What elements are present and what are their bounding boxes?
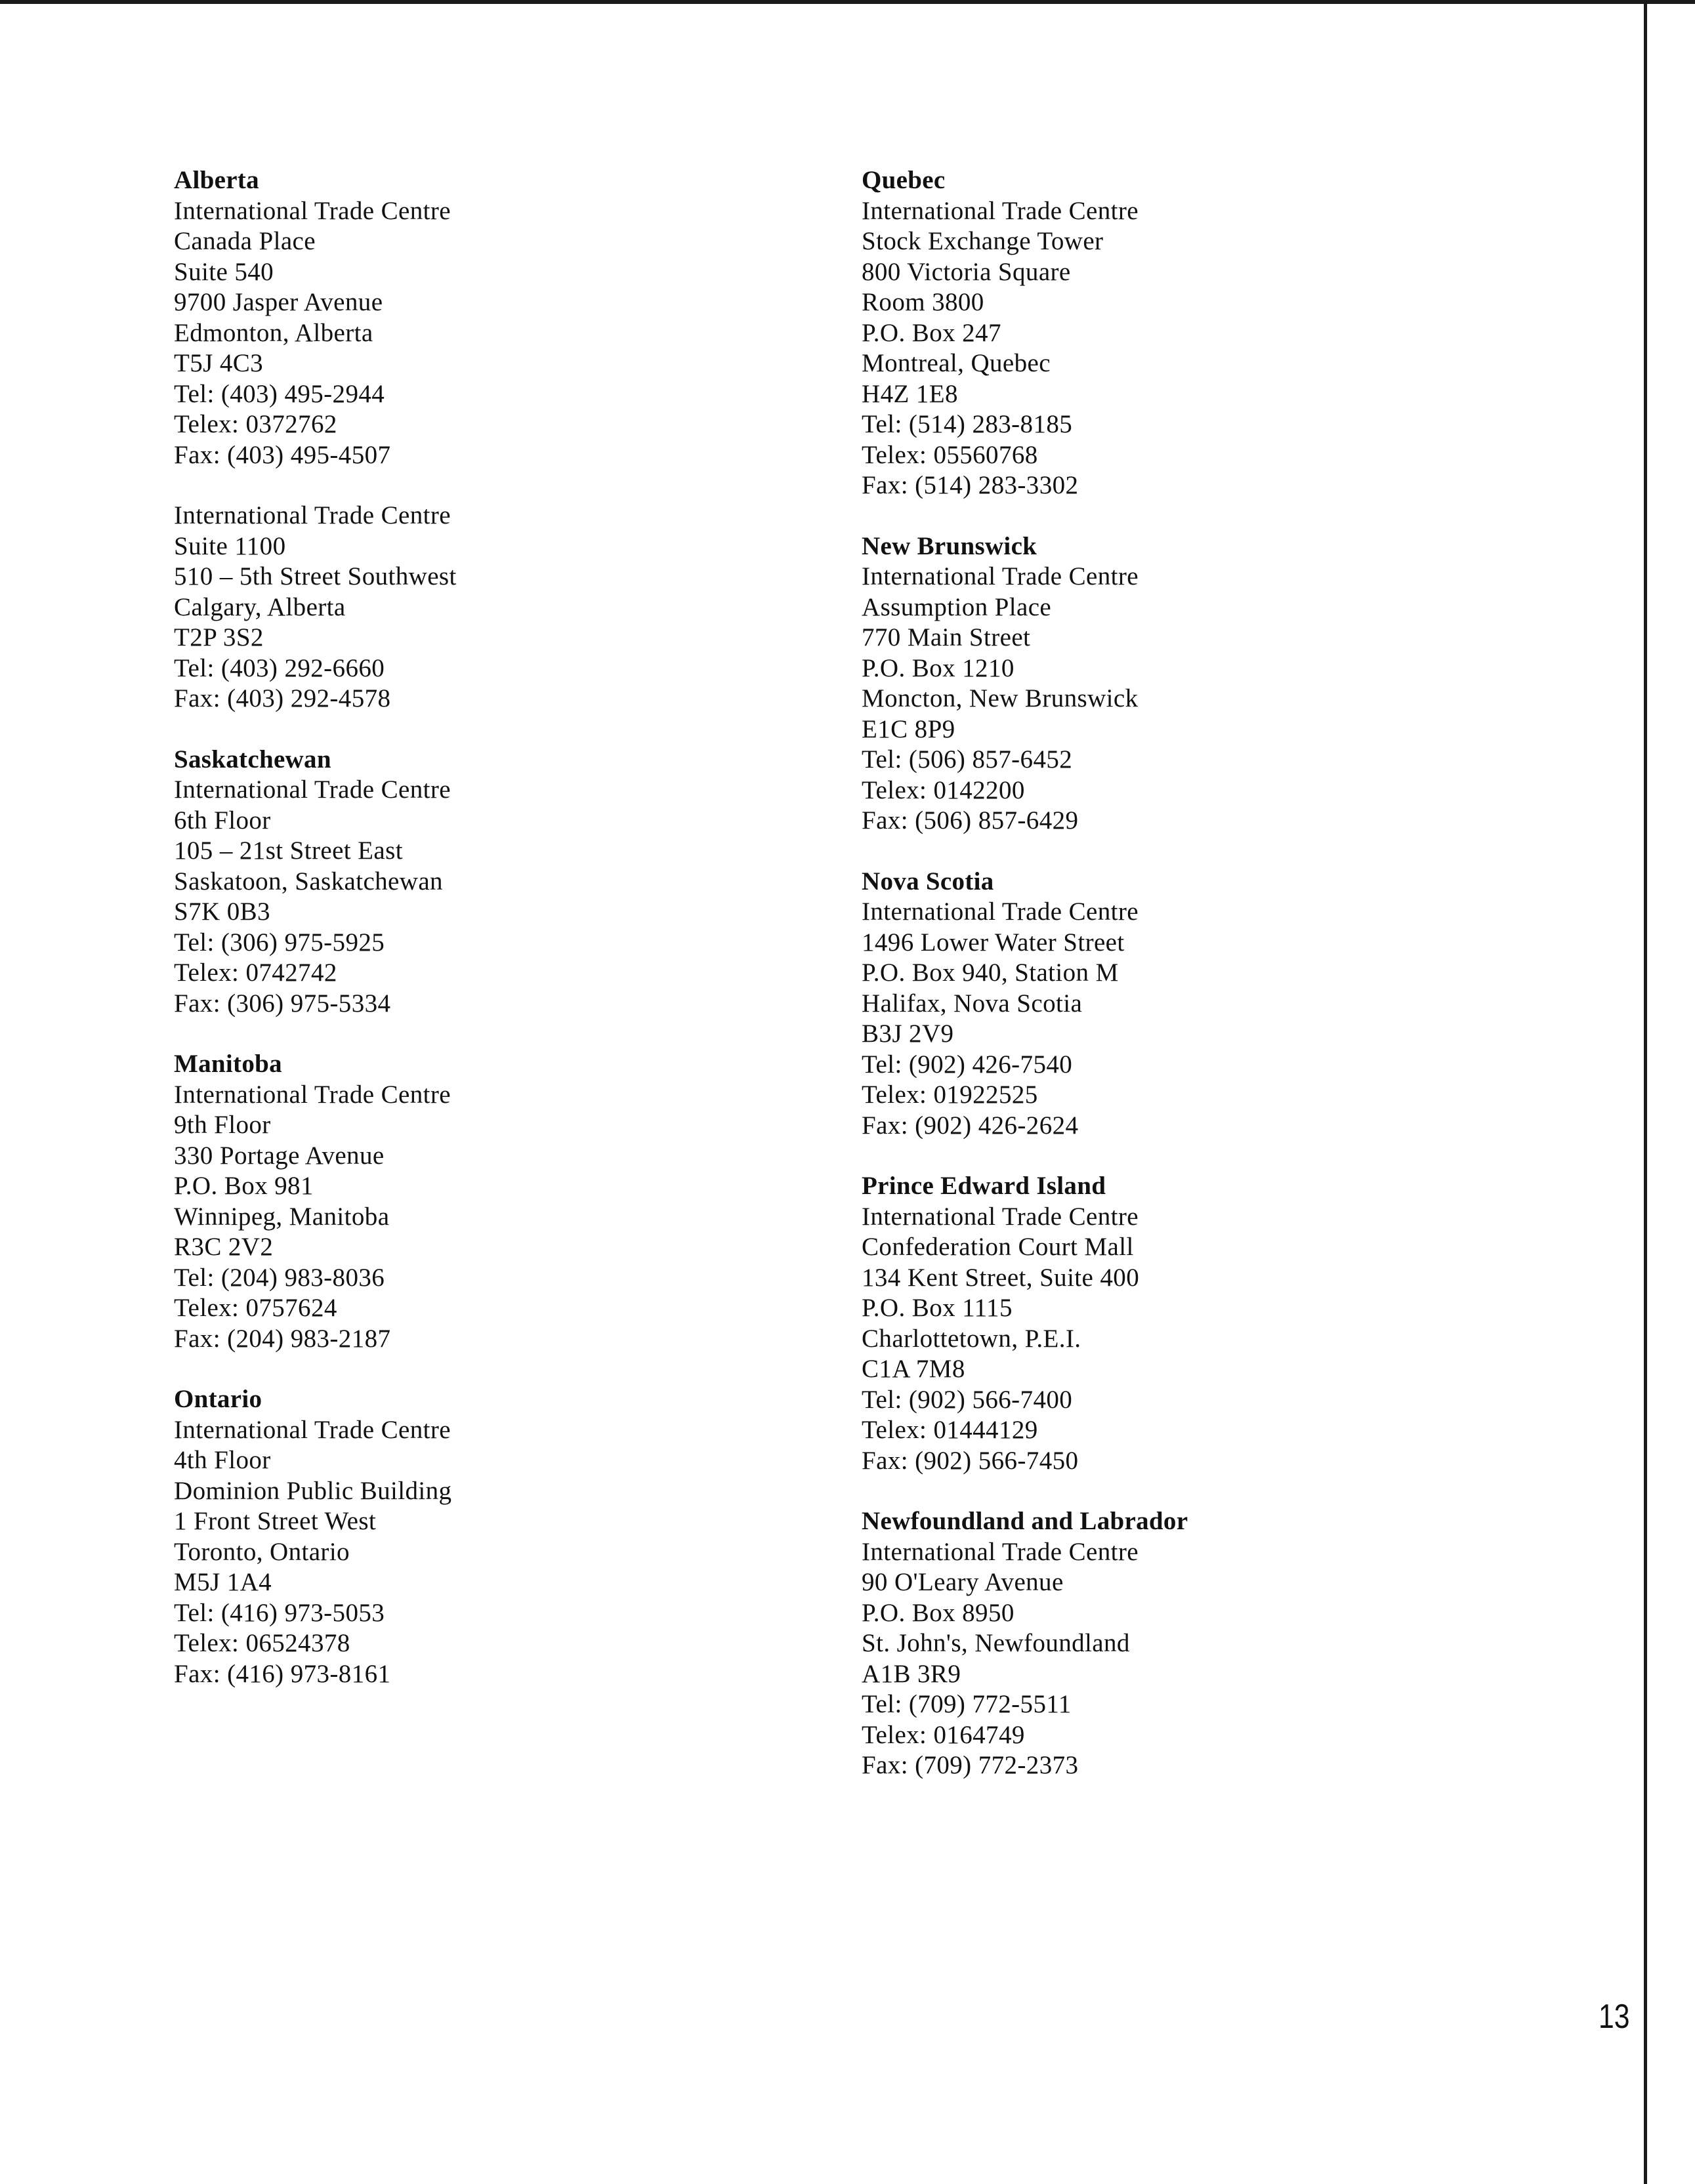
address-line: Winnipeg, Manitoba [174,1202,390,1231]
address-line: Telex: 0142200 [862,775,1025,804]
address-line: Room 3800 [862,288,984,316]
address-line: 1 Front Street West [174,1507,377,1535]
address-line: Halifax, Nova Scotia [862,989,1083,1018]
address-line: T5J 4C3 [174,349,264,377]
address-line: E1C 8P9 [862,714,955,743]
address-line: International Trade Centre [862,562,1139,590]
page-right-border [1644,0,1647,2184]
address-line: Suite 1100 [174,531,286,560]
province-heading: Alberta [174,166,259,194]
address-line: International Trade Centre [862,1202,1139,1231]
address-line: Tel: (902) 426-7540 [862,1050,1073,1079]
office-entry-newfoundland-and-labrador [862,1506,1518,1781]
address-line: 800 Victoria Square [862,257,1071,286]
address-line: Fax: (506) 857-6429 [862,806,1079,834]
address-line: H4Z 1E8 [862,379,958,408]
address-line: International Trade Centre [174,1080,451,1109]
address-line: M5J 1A4 [174,1568,272,1596]
address-line: B3J 2V9 [862,1020,954,1048]
address-line: 4th Floor [174,1446,271,1474]
address-line: Fax: (306) 975-5334 [174,989,391,1018]
address-line: Fax: (204) 983-2187 [174,1324,391,1353]
address-line: Telex: 0742742 [174,958,337,987]
office-entry-quebec [862,165,1518,501]
province-heading: Newfoundland and Labrador [862,1507,1188,1535]
address-line: A1B 3R9 [862,1659,961,1688]
address-line: 6th Floor [174,806,271,834]
office-entry-continued [174,501,830,714]
address-line: International Trade Centre [862,1537,1139,1566]
address-line: P.O. Box 1115 [862,1294,1013,1322]
address-line: Fax: (902) 566-7450 [862,1446,1079,1475]
address-line: Telex: 0372762 [174,410,337,438]
address-line: P.O. Box 1210 [862,653,1015,682]
address-line: P.O. Box 8950 [862,1598,1015,1627]
address-line: Toronto, Ontario [174,1537,350,1566]
address-line: Tel: (403) 495-2944 [174,379,385,408]
address-line: Fax: (709) 772-2373 [862,1751,1079,1779]
address-line: 90 O'Leary Avenue [862,1568,1064,1596]
page-number: 13 [1599,1998,1630,2036]
office-entry-new-brunswick [862,531,1518,836]
province-heading: Manitoba [174,1050,282,1078]
province-heading: Saskatchewan [174,745,331,773]
province-heading: New Brunswick [862,531,1037,560]
province-heading: Ontario [174,1385,262,1413]
address-line: Saskatoon, Saskatchewan [174,867,443,896]
office-entry-saskatchewan [174,745,830,1020]
province-heading: Nova Scotia [862,867,994,896]
address-line: 134 Kent Street, Suite 400 [862,1263,1140,1292]
address-line: International Trade Centre [174,501,451,529]
address-line: S7K 0B3 [174,897,270,926]
address-line: Fax: (902) 426-2624 [862,1111,1079,1140]
address-line: P.O. Box 247 [862,318,1001,347]
address-line: 510 – 5th Street Southwest [174,562,457,590]
address-line: Moncton, New Brunswick [862,684,1139,712]
address-line: Assumption Place [862,592,1052,621]
address-line: Telex: 01922525 [862,1081,1038,1109]
address-line: Telex: 05560768 [862,440,1038,469]
left-address-column [174,165,830,1720]
office-entry-prince-edward-island [862,1171,1518,1476]
address-line: International Trade Centre [174,775,451,804]
address-line: International Trade Centre [174,1415,451,1444]
address-line: Suite 540 [174,257,274,286]
address-line: Tel: (416) 973-5053 [174,1598,385,1627]
address-line: 770 Main Street [862,623,1031,651]
address-line: C1A 7M8 [862,1355,965,1383]
address-line: 9700 Jasper Avenue [174,288,383,316]
address-line: Montreal, Quebec [862,349,1051,377]
address-line: St. John's, Newfoundland [862,1629,1130,1657]
address-line: P.O. Box 981 [174,1172,314,1200]
address-line: Fax: (416) 973-8161 [174,1659,391,1688]
address-line: Calgary, Alberta [174,592,346,621]
office-entry-alberta [174,165,830,470]
address-line: 1496 Lower Water Street [862,928,1125,957]
address-line: Tel: (506) 857-6452 [862,745,1073,773]
province-heading: Prince Edward Island [862,1172,1106,1200]
office-entry-nova-scotia [862,867,1518,1142]
address-line: Fax: (403) 292-4578 [174,684,391,712]
address-line: Tel: (902) 566-7400 [862,1385,1073,1414]
office-entry-manitoba [174,1049,830,1354]
address-line: 330 Portage Avenue [174,1141,385,1170]
address-line: T2P 3S2 [174,623,264,651]
address-line: International Trade Centre [862,196,1139,225]
address-line: Telex: 0164749 [862,1720,1025,1749]
address-line: Canada Place [174,227,316,255]
address-line: Telex: 0757624 [174,1294,337,1322]
right-address-column [862,165,1518,1811]
address-line: Tel: (514) 283-8185 [862,410,1073,438]
address-line: Telex: 01444129 [862,1416,1038,1444]
address-line: Edmonton, Alberta [174,318,373,347]
address-line: Fax: (514) 283-3302 [862,471,1079,499]
address-line: Dominion Public Building [174,1476,452,1505]
address-line: Tel: (403) 292-6660 [174,653,385,682]
address-line: Tel: (306) 975-5925 [174,928,385,957]
address-line: 105 – 21st Street East [174,836,403,865]
address-line: P.O. Box 940, Station M [862,958,1119,987]
address-line: International Trade Centre [174,196,451,225]
address-line: 9th Floor [174,1111,271,1139]
address-line: Confederation Court Mall [862,1233,1134,1261]
address-line: International Trade Centre [862,897,1139,926]
office-entry-ontario [174,1384,830,1689]
page-top-border [0,0,1695,4]
address-line: Charlottetown, P.E.I. [862,1324,1081,1353]
address-line: R3C 2V2 [174,1233,274,1261]
address-line: Fax: (403) 495-4507 [174,440,391,469]
address-line: Telex: 06524378 [174,1629,350,1657]
address-line: Tel: (204) 983-8036 [174,1263,385,1292]
province-heading: Quebec [862,166,946,194]
address-line: Stock Exchange Tower [862,227,1104,255]
address-line: Tel: (709) 772-5511 [862,1690,1072,1718]
